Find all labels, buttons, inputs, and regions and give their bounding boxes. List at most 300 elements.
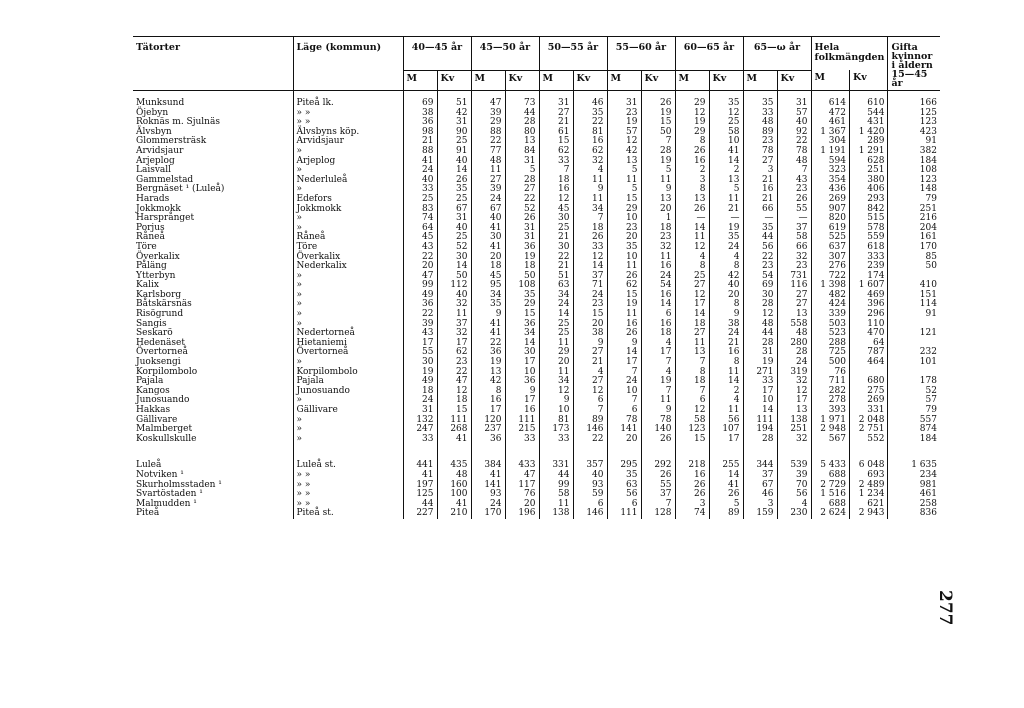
gap-cell xyxy=(133,444,293,461)
cell-value: 19 xyxy=(403,368,437,378)
cell-value: 30 xyxy=(539,243,573,253)
cell-value: 9 xyxy=(709,310,743,320)
cell-value: 35 xyxy=(505,291,539,301)
cell-value: 50 xyxy=(505,272,539,282)
table-row xyxy=(133,320,940,330)
cell-value: 23 xyxy=(743,137,777,147)
cell-value: 7 xyxy=(539,166,573,176)
cell-value: 7 xyxy=(641,137,675,147)
cell-value: 18 xyxy=(505,262,539,272)
cell-value: 18 xyxy=(403,387,437,397)
cell-value: 5 xyxy=(709,500,743,510)
cell-value: 41 xyxy=(471,320,505,330)
cell-value: 16 xyxy=(709,348,743,358)
cell-value: 32 xyxy=(777,435,811,445)
cell-value: 7 xyxy=(573,406,607,416)
cell-value: 41 xyxy=(403,471,437,481)
table-row xyxy=(133,425,940,435)
cell-value: 470 xyxy=(849,329,887,339)
cell-value: 331 xyxy=(539,461,573,471)
cell-value: 52 xyxy=(888,387,940,397)
cell-value: 23 xyxy=(641,233,675,243)
cell-value: 874 xyxy=(888,425,940,435)
cell-value: 45 xyxy=(539,205,573,215)
cell-value: 18 xyxy=(641,329,675,339)
cell-value: 1 420 xyxy=(849,128,887,138)
table-row xyxy=(133,281,940,291)
cell-value: 5 xyxy=(641,166,675,176)
cell-value: 31 xyxy=(777,91,811,109)
cell-value: 62 xyxy=(607,281,641,291)
cell-value: 578 xyxy=(849,224,887,234)
cell-value: 23 xyxy=(743,262,777,272)
cell-value: 10 xyxy=(607,387,641,397)
cell-value: 111 xyxy=(437,416,471,426)
cell-value: 9 xyxy=(573,185,607,195)
cell-value: 69 xyxy=(403,91,437,109)
cell-value: 88 xyxy=(403,147,437,157)
cell-value: 13 xyxy=(675,195,709,205)
cell-value: 8 xyxy=(675,262,709,272)
cell-tatort: Skurholmsstaden ¹ xyxy=(136,479,222,490)
table-row xyxy=(133,339,940,349)
cell-value: 15 xyxy=(437,406,471,416)
cell-value: 148 xyxy=(888,185,940,195)
cell-value: 39 xyxy=(471,109,505,119)
cell-value: 423 xyxy=(888,128,940,138)
cell-value: 10 xyxy=(607,214,641,224)
cell-value: 22 xyxy=(539,253,573,263)
cell-value: 55 xyxy=(641,481,675,491)
cell-value: 39 xyxy=(471,185,505,195)
cell-value: 114 xyxy=(888,300,940,310)
cell-value: 424 xyxy=(811,300,849,310)
cell-value: 30 xyxy=(471,233,505,243)
table-body-tatorter xyxy=(133,91,940,445)
cell-value: 7 xyxy=(573,214,607,224)
cell-value: 10 xyxy=(539,406,573,416)
cell-value: 7 xyxy=(777,166,811,176)
cell-value: 22 xyxy=(777,137,811,147)
header-gifta: Gifta kvinnor i åldern 15—45 år xyxy=(888,37,940,91)
cell-value: 558 xyxy=(777,320,811,330)
population-table xyxy=(133,36,940,519)
header-m: M xyxy=(811,70,849,90)
cell-value: 27 xyxy=(505,185,539,195)
cell-value: 552 xyxy=(849,435,887,445)
cell-value: 80 xyxy=(505,128,539,138)
cell-value: 27 xyxy=(777,291,811,301)
cell-value: 711 xyxy=(811,377,849,387)
cell-value: 67 xyxy=(437,205,471,215)
cell-tatort: Junosuando xyxy=(136,395,190,406)
cell-value: 2 xyxy=(709,166,743,176)
cell-value: 44 xyxy=(505,109,539,119)
cell-kommun: » xyxy=(293,320,403,330)
cell-value: 26 xyxy=(675,490,709,500)
cell-value: 12 xyxy=(607,137,641,147)
cell-kommun: Gällivare xyxy=(293,406,403,416)
cell-tatort: Porjus xyxy=(136,222,165,233)
cell-value: 339 xyxy=(811,310,849,320)
cell-value: 41 xyxy=(471,224,505,234)
table-row xyxy=(133,118,940,128)
cell-tatort: Malmudden ¹ xyxy=(136,498,197,509)
cell-value: 12 xyxy=(437,387,471,397)
cell-kommun: » » xyxy=(293,500,403,510)
cell-value: 3 xyxy=(675,176,709,186)
cell-value: 38 xyxy=(403,109,437,119)
cell-value: 24 xyxy=(641,272,675,282)
cell-value: 93 xyxy=(471,490,505,500)
cell-value: 14 xyxy=(675,224,709,234)
cell-value: 132 xyxy=(403,416,437,426)
cell-tatort: Munksund xyxy=(136,98,185,108)
cell-value: 255 xyxy=(709,461,743,471)
cell-value: 24 xyxy=(539,300,573,310)
cell-kommun: Överkalix xyxy=(293,253,403,263)
cell-value: 116 xyxy=(777,281,811,291)
header-hela: Hela folkmängden xyxy=(811,37,888,71)
cell-value: 12 xyxy=(675,406,709,416)
table-row xyxy=(133,358,940,368)
cell-value: 13 xyxy=(675,348,709,358)
cell-kommun: » xyxy=(293,435,403,445)
cell-value: 22 xyxy=(743,253,777,263)
cell-value: 63 xyxy=(607,481,641,491)
cell-value: 2 943 xyxy=(849,509,887,519)
cell-value: 35 xyxy=(709,233,743,243)
cell-value: 23 xyxy=(607,224,641,234)
cell-value: 25 xyxy=(539,329,573,339)
cell-value: 37 xyxy=(437,320,471,330)
cell-value: 1 291 xyxy=(849,147,887,157)
cell-value: 21 xyxy=(573,358,607,368)
cell-value: 2 751 xyxy=(849,425,887,435)
cell-value: 50 xyxy=(437,272,471,282)
cell-value: 35 xyxy=(607,243,641,253)
table-row xyxy=(133,157,940,167)
cell-value: 44 xyxy=(743,233,777,243)
cell-value: 4 xyxy=(573,368,607,378)
cell-value: 37 xyxy=(743,471,777,481)
cell-value: 14 xyxy=(641,300,675,310)
cell-value: 16 xyxy=(505,406,539,416)
cell-value: 344 xyxy=(743,461,777,471)
cell-value: 4 xyxy=(777,500,811,510)
cell-value: 30 xyxy=(539,214,573,224)
cell-value: 234 xyxy=(888,471,940,481)
cell-kommun: » xyxy=(293,185,403,195)
cell-value: 227 xyxy=(403,509,437,519)
cell-value: 17 xyxy=(505,358,539,368)
header-age-60-65: 60—65 år xyxy=(675,37,743,71)
cell-value: 79 xyxy=(888,195,940,205)
cell-value: 19 xyxy=(675,118,709,128)
cell-tatort: Roknäs m. Sjulnäs xyxy=(136,117,220,128)
cell-value: 461 xyxy=(811,118,849,128)
cell-value: 21 xyxy=(709,339,743,349)
cell-value: 27 xyxy=(675,329,709,339)
cell-kommun: » » xyxy=(293,109,403,119)
cell-value: 41 xyxy=(471,243,505,253)
cell-value: 48 xyxy=(777,329,811,339)
cell-value: 275 xyxy=(849,387,887,397)
cell-value: 39 xyxy=(403,320,437,330)
gap-cell xyxy=(607,444,641,461)
cell-value: 24 xyxy=(709,329,743,339)
cell-value: 29 xyxy=(539,348,573,358)
cell-value: 37 xyxy=(641,490,675,500)
cell-kommun: Råneå xyxy=(293,233,403,243)
cell-kommun: Piteå st. xyxy=(293,509,403,519)
cell-value: 40 xyxy=(471,214,505,224)
cell-value: 12 xyxy=(675,243,709,253)
cell-value: 18 xyxy=(675,320,709,330)
cell-value: 258 xyxy=(888,500,940,510)
cell-value: 32 xyxy=(437,300,471,310)
cell-value: 44 xyxy=(403,500,437,510)
cell-value: 3 xyxy=(743,500,777,510)
cell-value: 138 xyxy=(777,416,811,426)
header-age-45-50: 45—50 år xyxy=(471,37,539,71)
cell-value: 24 xyxy=(403,396,437,406)
cell-value: 16 xyxy=(641,291,675,301)
cell-value: 247 xyxy=(403,425,437,435)
cell-value: 304 xyxy=(811,137,849,147)
cell-tatort: Risögrund xyxy=(136,309,184,320)
cell-value: 30 xyxy=(505,348,539,358)
cell-value: 45 xyxy=(471,272,505,282)
cell-value: 56 xyxy=(709,416,743,426)
cell-value: 384 xyxy=(471,461,505,471)
cell-value: 907 xyxy=(811,205,849,215)
cell-value: 9 xyxy=(607,339,641,349)
header-m: M xyxy=(403,70,437,90)
cell-kommun: » xyxy=(293,310,403,320)
cell-tatort: Överkalix xyxy=(136,251,180,262)
cell-tatort: Piteå xyxy=(136,508,160,519)
cell-value: 268 xyxy=(437,425,471,435)
cell-value: 20 xyxy=(607,233,641,243)
gap-cell xyxy=(403,444,437,461)
table-row xyxy=(133,291,940,301)
cell-value: 293 xyxy=(849,195,887,205)
cell-value: 25 xyxy=(539,320,573,330)
cell-value: 14 xyxy=(573,262,607,272)
cell-value: 842 xyxy=(849,205,887,215)
cell-value: 27 xyxy=(573,377,607,387)
cell-value: 11 xyxy=(709,368,743,378)
header-lage: Läge (kommun) xyxy=(293,37,403,91)
cell-tatort: Råneå xyxy=(136,232,165,243)
cell-value: 17 xyxy=(709,435,743,445)
gap-cell xyxy=(471,444,505,461)
cell-value: 101 xyxy=(888,358,940,368)
cell-value: 4 xyxy=(641,368,675,378)
cell-value: 1 607 xyxy=(849,281,887,291)
cell-value: 436 xyxy=(811,185,849,195)
cell-value: 121 xyxy=(888,329,940,339)
cell-value: 14 xyxy=(607,348,641,358)
cell-value: 107 xyxy=(709,425,743,435)
cell-value: 194 xyxy=(743,425,777,435)
cell-value: 722 xyxy=(811,272,849,282)
table-row xyxy=(133,137,940,147)
cell-tatort: Gällivare xyxy=(136,414,178,425)
cell-value: 637 xyxy=(811,243,849,253)
cell-value: 7 xyxy=(607,396,641,406)
cell-value: 278 xyxy=(811,396,849,406)
gap-cell xyxy=(709,444,743,461)
cell-value: 3 xyxy=(675,500,709,510)
cell-value: 108 xyxy=(505,281,539,291)
cell-value: 500 xyxy=(811,358,849,368)
cell-value: 17 xyxy=(777,396,811,406)
header-kv: Kv xyxy=(573,70,607,90)
cell-value: 47 xyxy=(505,471,539,481)
cell-value: 14 xyxy=(709,471,743,481)
cell-value: 525 xyxy=(811,233,849,243)
cell-value: 12 xyxy=(539,195,573,205)
cell-kommun: Hietaniemi xyxy=(293,339,403,349)
cell-tatort: Harsprånget xyxy=(136,213,195,224)
header-m: M xyxy=(743,70,777,90)
cell-kommun: Nederluleå xyxy=(293,176,403,186)
table-row xyxy=(133,109,940,119)
cell-kommun: Jokkmokk xyxy=(293,205,403,215)
cell-kommun: Pajala xyxy=(293,377,403,387)
cell-value: 74 xyxy=(403,214,437,224)
cell-value: 58 xyxy=(675,416,709,426)
cell-value: 160 xyxy=(437,481,471,491)
table-row xyxy=(133,166,940,176)
cell-value: 17 xyxy=(403,339,437,349)
cell-value: 76 xyxy=(505,490,539,500)
cell-value: 232 xyxy=(888,348,940,358)
cell-value: 99 xyxy=(539,481,573,491)
cell-value: 393 xyxy=(811,406,849,416)
cell-value: 24 xyxy=(607,377,641,387)
cell-value: 23 xyxy=(777,185,811,195)
cell-value: 11 xyxy=(675,233,709,243)
cell-value: 482 xyxy=(811,291,849,301)
cell-value: 14 xyxy=(675,310,709,320)
cell-value: 19 xyxy=(471,358,505,368)
cell-value: 5 xyxy=(505,166,539,176)
cell-value: 559 xyxy=(849,233,887,243)
cell-tatort: Öjebyn xyxy=(136,107,169,118)
header-tatorter: Tätorter xyxy=(133,37,293,91)
gap-cell xyxy=(293,444,403,461)
cell-tatort: Harads xyxy=(136,193,170,204)
cell-value: 218 xyxy=(675,461,709,471)
cell-value: 8 xyxy=(675,368,709,378)
cell-value: 27 xyxy=(777,300,811,310)
cell-value: 52 xyxy=(437,243,471,253)
cell-kommun: Luleå st. xyxy=(293,461,403,471)
table-row xyxy=(133,396,940,406)
cell-tatort: Arjeplog xyxy=(136,155,175,166)
cell-value: 184 xyxy=(888,157,940,167)
cell-value: 13 xyxy=(607,157,641,167)
cell-value: 146 xyxy=(573,509,607,519)
cell-value: 251 xyxy=(849,166,887,176)
header-kv: Kv xyxy=(849,70,887,90)
cell-value: 32 xyxy=(777,253,811,263)
cell-value: 8 xyxy=(709,358,743,368)
cell-value: 16 xyxy=(743,185,777,195)
cell-value: 14 xyxy=(437,262,471,272)
cell-value: 17 xyxy=(641,348,675,358)
gap-cell xyxy=(505,444,539,461)
gap-cell xyxy=(539,444,573,461)
cell-value: 27 xyxy=(573,348,607,358)
cell-value: 4 xyxy=(573,166,607,176)
cell-value: 61 xyxy=(539,128,573,138)
cell-value: 621 xyxy=(849,500,887,510)
cell-value: 33 xyxy=(505,435,539,445)
cell-kommun: Junosuando xyxy=(293,387,403,397)
cell-value: 110 xyxy=(849,320,887,330)
cell-value: 62 xyxy=(539,147,573,157)
cell-value: 6 xyxy=(573,396,607,406)
cell-value: 614 xyxy=(811,91,849,109)
cell-value: 237 xyxy=(471,425,505,435)
table-row xyxy=(133,233,940,243)
cell-value: 11 xyxy=(607,262,641,272)
cell-value: 21 xyxy=(539,233,573,243)
cell-value: 280 xyxy=(777,339,811,349)
cell-value: 67 xyxy=(743,481,777,491)
cell-value: 24 xyxy=(403,166,437,176)
cell-value: 5 xyxy=(607,166,641,176)
cell-value: 67 xyxy=(471,205,505,215)
cell-value: 49 xyxy=(403,291,437,301)
cell-value: 170 xyxy=(888,243,940,253)
cell-value: 431 xyxy=(849,118,887,128)
cell-value: 34 xyxy=(573,205,607,215)
cell-value: 610 xyxy=(849,91,887,109)
cell-value: 55 xyxy=(777,205,811,215)
cell-value: 13 xyxy=(777,310,811,320)
header-m: M xyxy=(471,70,505,90)
cell-value: 21 xyxy=(743,195,777,205)
cell-value: 34 xyxy=(539,291,573,301)
cell-value: 6 xyxy=(675,396,709,406)
cell-value: 251 xyxy=(777,425,811,435)
cell-value: 7 xyxy=(675,387,709,397)
cell-value: 2 729 xyxy=(811,481,849,491)
cell-value: 41 xyxy=(471,471,505,481)
cell-value: 5 433 xyxy=(811,461,849,471)
cell-value: 16 xyxy=(641,262,675,272)
gap-cell xyxy=(641,444,675,461)
header-age-50-55: 50—55 år xyxy=(539,37,607,71)
cell-value: 7 xyxy=(607,368,641,378)
cell-value: 45 xyxy=(403,233,437,243)
cell-value: 26 xyxy=(675,205,709,215)
cell-value: 357 xyxy=(573,461,607,471)
cell-tatort: Juoksengi xyxy=(136,357,181,368)
table-row xyxy=(133,500,940,510)
cell-value: 21 xyxy=(709,205,743,215)
cell-value: 1 234 xyxy=(849,490,887,500)
cell-value: 18 xyxy=(675,377,709,387)
cell-value: 2 048 xyxy=(849,416,887,426)
cell-value: 38 xyxy=(573,329,607,339)
cell-value: 57 xyxy=(888,396,940,406)
